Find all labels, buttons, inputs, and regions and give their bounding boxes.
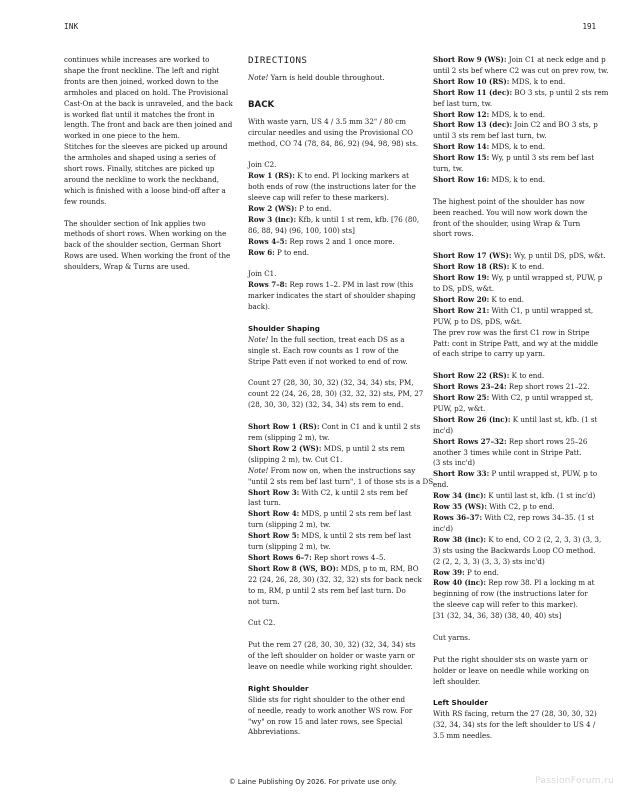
text-line: shape the front neckline. The left and right — [64, 65, 220, 75]
left-shoulder-heading: Left Shoulder — [433, 698, 488, 708]
instruction-line: end. — [433, 480, 449, 490]
instruction-line: Short Row 22 (RS): K to end. — [433, 371, 545, 381]
join-c1: Join C1. — [248, 269, 277, 279]
text-line: continues while increases are worked to — [64, 55, 210, 64]
instruction-line: not turn. — [248, 596, 280, 606]
shoulder-note — [248, 335, 418, 368]
text-line: length. The front and back are then joined and — [64, 120, 233, 130]
instruction-line: Short Row 1 (RS): Cont in C1 and k until 2 sts — [248, 422, 421, 432]
instruction-line: to DS, pDS, w&t. — [433, 284, 495, 293]
instruction-line: Short Row 18 (RS): K to end. — [433, 262, 545, 272]
instruction-line: Short Row 25: With C2, p until wrapped st, — [433, 393, 594, 403]
back-intro — [248, 117, 418, 150]
cut-yarns: Cut yarns. — [433, 632, 471, 642]
text-line: With RS facing, return the 27 (28, 30, 30, 32) — [433, 709, 597, 719]
text-line: short rows. Finally, stitches are picked up — [64, 164, 215, 174]
instruction-line: Short Row 33: P until wrapped st, PUW, p to — [433, 469, 598, 479]
text-line: few rounds. — [64, 196, 107, 206]
text-line: Note! In the full section, treat each DS as a — [248, 334, 405, 344]
highest-point-text — [433, 197, 603, 241]
instruction-line: Patt: cont in Stripe Patt, and wy at the middle — [433, 338, 598, 348]
instruction-line: turn (slipping 2 m), tw. — [248, 520, 331, 530]
instruction-line: Rows 7–8: Rep rows 1–2. PM in last row (this — [248, 280, 414, 290]
text-line: around the neckline to work the neckband, — [64, 174, 220, 184]
instruction-line: Short Row 4: MDS, p until 2 sts rem bef last — [248, 509, 412, 519]
instruction-line: Row 2 (WS): P to end. — [248, 204, 332, 214]
instruction-line: rem (slipping 2 m), tw. — [248, 433, 330, 442]
instruction-line: Row 6: P to end. — [248, 247, 309, 257]
instruction-line: 22 (24, 26, 28, 30) (32, 32, 32) sts for back neck — [248, 574, 422, 584]
short-rows-22-40 — [433, 371, 603, 622]
instruction-line: Short Row 9 (WS): Join C1 at neck edge and p — [433, 55, 606, 64]
instruction-line: of each stripe to carry up yarn. — [433, 349, 545, 359]
instruction-line: until 2 sts bef where C2 was cut on prev row, tw. — [433, 65, 609, 75]
instruction-line: Short Row 16: MDS, k to end. — [433, 174, 546, 184]
text-line — [64, 208, 232, 219]
instruction-line: Short Row 15: Wy, p until 3 sts rem bef last — [433, 153, 595, 163]
text-line: Put the rem 27 (28, 30, 30, 32) (32, 34, 34) sts — [248, 640, 416, 650]
instruction-line: Row 34 (inc): K until last st, kfb. (1 st inc'd) — [433, 491, 596, 501]
instruction-line: "until 2 sts rem bef last turn", 1 of those sts is a DS. — [248, 476, 436, 486]
text-line: front of the shoulder, using Wrap & Turn — [433, 218, 581, 228]
cut-c2: Cut C2. — [248, 618, 276, 628]
text-line: leave on needle while working right shoulder. — [248, 662, 413, 671]
back-rows-1-6 — [248, 171, 418, 258]
instruction-line: Row 1 (RS): K to end. Pl locking markers at — [248, 171, 409, 181]
instruction-line: Short Rows 23–24: Rep short rows 21–22. — [433, 382, 590, 392]
text-line: Count 27 (28, 30, 30, 32) (32, 34, 34) sts, PM, — [248, 378, 414, 388]
instruction-line: Rows 36–37: With C2, rep rows 34–35. (1 st — [433, 513, 595, 523]
text-line: Stitches for the sleeves are picked up around — [64, 142, 228, 152]
text-line: The shoulder section of Ink applies two — [64, 218, 206, 228]
count-instructions — [248, 378, 424, 411]
instruction-line: Short Row 12: MDS, k to end. — [433, 109, 546, 119]
instruction-line: Row 40 (inc): Rep row 38. Pl a locking m at — [433, 578, 595, 588]
column-directions — [248, 55, 436, 738]
instruction-line: Row 3 (inc): Kfb, k until 1 st rem, kfb. [76 (80, — [248, 214, 420, 224]
instruction-line: Short Row 3: With C2, k until 2 sts rem bef — [248, 487, 408, 497]
instruction-line: turn (slipping 2 m), tw. — [248, 542, 331, 552]
instruction-line: inc'd) — [433, 523, 454, 533]
put-right-shoulder — [433, 655, 603, 688]
text-line: single st. Each row counts as 1 row of the — [248, 345, 399, 355]
text-line: of the left shoulder on holder or waste yarn or — [248, 651, 415, 661]
instruction-line: Short Row 26 (inc): K until last st, kfb. (1 st — [433, 414, 598, 424]
text-line: Stripe Patt even if not worked to end of row. — [248, 356, 408, 366]
text-line: Slide sts for right shoulder to the other end — [248, 694, 405, 704]
instruction-line: the sleeve cap will refer to this marker). — [433, 600, 579, 610]
instruction-line: sleeve cap will refer to these markers). — [248, 193, 389, 203]
instruction-line: inc'd) — [433, 425, 454, 435]
text-line: shoulders, Wrap & Turns are used. — [64, 262, 190, 272]
text-line: is worked flat until it matches the front in — [64, 109, 215, 119]
text-line: holder or leave on needle while working on — [433, 665, 590, 675]
instruction-line: Short Row 2 (WS): MDS, p until 2 sts rem — [248, 443, 405, 453]
text-line: Cast-On at the back is unraveled, and the back — [64, 98, 233, 108]
instruction-line: Short Row 13 (dec): Join C2 and BO 3 sts, p — [433, 120, 598, 130]
watermark: PassionForum.ru — [535, 776, 614, 786]
instruction-line: another 3 times while cont in Stripe Patt. — [433, 447, 582, 457]
instruction-line: Note! From now on, when the instructions say — [248, 465, 416, 475]
back-rows-7-8 — [248, 280, 418, 313]
instruction-line: Short Row 5: MDS, k until 2 sts rem bef last — [248, 531, 412, 541]
instruction-line: PUW, p2, w&t. — [433, 403, 486, 413]
left-shoulder-text — [433, 709, 603, 742]
text-line: methods of short rows. When working on the — [64, 229, 227, 239]
text-line: circular needles and using the Provisional CO — [248, 127, 413, 137]
instruction-line: Row 38 (inc): K to end, CO 2 (2, 2, 3, 3) (3, 3, — [433, 534, 602, 544]
instruction-line: until 3 sts rem bef last turn, tw. — [433, 131, 547, 141]
instruction-line: (2 (2, 2, 3, 3) (3, 3, 3) sts inc'd) — [433, 556, 545, 566]
text-line: The highest point of the shoulder has now — [433, 196, 585, 206]
text-line: With waste yarn, US 4 / 3.5 mm 32" / 80 cm — [248, 116, 406, 126]
text-line: back of the shoulder section, German Short — [64, 240, 222, 250]
text-line: Abbreviations. — [248, 727, 301, 737]
right-shoulder-text — [248, 695, 418, 739]
instruction-line: Short Row 10 (RS): MDS, k to end. — [433, 76, 566, 86]
instruction-line: (3 sts inc'd) — [433, 458, 475, 468]
column-short-rows — [433, 55, 609, 742]
text-line: fronts are then joined, worked down to the — [64, 76, 219, 86]
text-line: Rows are used. When working the front of the — [64, 251, 231, 261]
instruction-line: Row 35 (WS): With C2, p to end. — [433, 502, 555, 512]
back-heading: BACK — [248, 99, 275, 110]
instruction-line: Short Rows 27–32: Rep short rows 25–26 — [433, 436, 588, 446]
text-line: been reached. You will now work down the — [433, 207, 588, 217]
instruction-line: 86, 88, 94) (96, 100, 100) sts] — [248, 225, 355, 235]
text-line: of needle, ready to work another WS row. For — [248, 705, 413, 715]
pattern-title: INK — [64, 22, 79, 31]
short-rows-1-8 — [248, 422, 436, 607]
text-line: worked in one piece to the hem. — [64, 131, 180, 141]
instruction-line: Row 39: P to end. — [433, 567, 499, 577]
text-line: method, CO 74 (78, 84, 86, 92) (94, 98, 98) sts. — [248, 138, 419, 148]
column-intro — [64, 55, 232, 273]
text-line: (28, 30, 30, 32) (32, 34, 34) sts rem to end. — [248, 400, 404, 410]
join-c2: Join C2. — [248, 160, 277, 170]
text-line: short rows. — [433, 229, 474, 239]
instruction-line: Short Row 14: MDS, k to end. — [433, 142, 546, 152]
instruction-line: Short Row 21: With C1, p until wrapped st, — [433, 305, 594, 315]
instruction-line: beginning of row (the instructions later for — [433, 589, 588, 599]
instruction-line: PUW, p to DS, pDS, w&t. — [433, 316, 522, 326]
instruction-line: Short Row 8 (WS, BO): MDS, p to m, RM, BO — [248, 563, 419, 573]
instruction-line: marker indicates the start of shoulder shaping — [248, 291, 416, 301]
instruction-line: Short Row 17 (WS): Wy, p until DS, pDS, w&t. — [433, 251, 606, 261]
instruction-line: Rows 4–5: Rep rows 2 and 1 once more. — [248, 236, 395, 246]
instruction-line: last turn. — [248, 498, 281, 508]
instruction-line: to m, RM, p until 2 sts rem bef last turn. Do — [248, 585, 406, 595]
shoulder-shaping-heading: Shoulder Shaping — [248, 323, 320, 333]
instruction-line: Short Rows 6–7: Rep short rows 4–5. — [248, 552, 386, 562]
short-rows-17-21 — [433, 251, 606, 360]
text-line: armholes and placed on hold. The Provisional — [64, 87, 229, 97]
instruction-line: 3) sts using the Backwards Loop CO method. — [433, 545, 596, 555]
right-shoulder-heading: Right Shoulder — [248, 683, 309, 693]
text-line: count 22 (24, 26, 28, 30) (32, 32, 32) sts, PM, 27 — [248, 389, 424, 399]
page-number: 191 — [582, 22, 596, 31]
instruction-line: (slipping 2 m), tw. Cut C1. — [248, 454, 343, 464]
text-line: the armholes and shaped using a series of — [64, 153, 216, 163]
instruction-line: Short Row 11 (dec): BO 3 sts, p until 2 sts rem — [433, 87, 609, 97]
directions-heading: DIRECTIONS — [248, 55, 308, 66]
instruction-line: bef last turn, tw. — [433, 98, 493, 108]
text-line: (32, 34, 34) sts for the left shoulder to US 4 / — [433, 720, 596, 730]
instruction-line: both ends of row (the instructions later for the — [248, 182, 416, 192]
text-line: which is finished with a loose bind-off after a — [64, 185, 226, 195]
copyright-footer: © Laine Publishing Oy 2026. For private use only. — [228, 778, 398, 786]
put-left-shoulder — [248, 640, 418, 673]
yarn-note: Note! Yarn is held double throughout. — [248, 73, 385, 82]
instruction-line: [31 (32, 34, 36, 38) (38, 40, 40) sts] — [433, 611, 562, 621]
instruction-line: The prev row was the first C1 row in Stripe — [433, 327, 590, 337]
text-line: 3.5 mm needles. — [433, 731, 493, 741]
instruction-line: turn, tw. — [433, 164, 464, 174]
instruction-line: Short Row 20: K to end. — [433, 294, 524, 304]
text-line: Put the right shoulder sts on waste yarn or — [433, 654, 588, 664]
short-rows-9-16 — [433, 55, 609, 186]
text-line: left shoulder. — [433, 676, 481, 686]
page-header — [64, 22, 596, 34]
instruction-line: Short Row 19: Wy, p until wrapped st, PUW, p — [433, 273, 603, 283]
text-line: "wy" on row 15 and later rows, see Special — [248, 716, 403, 726]
instruction-line: back). — [248, 302, 271, 312]
